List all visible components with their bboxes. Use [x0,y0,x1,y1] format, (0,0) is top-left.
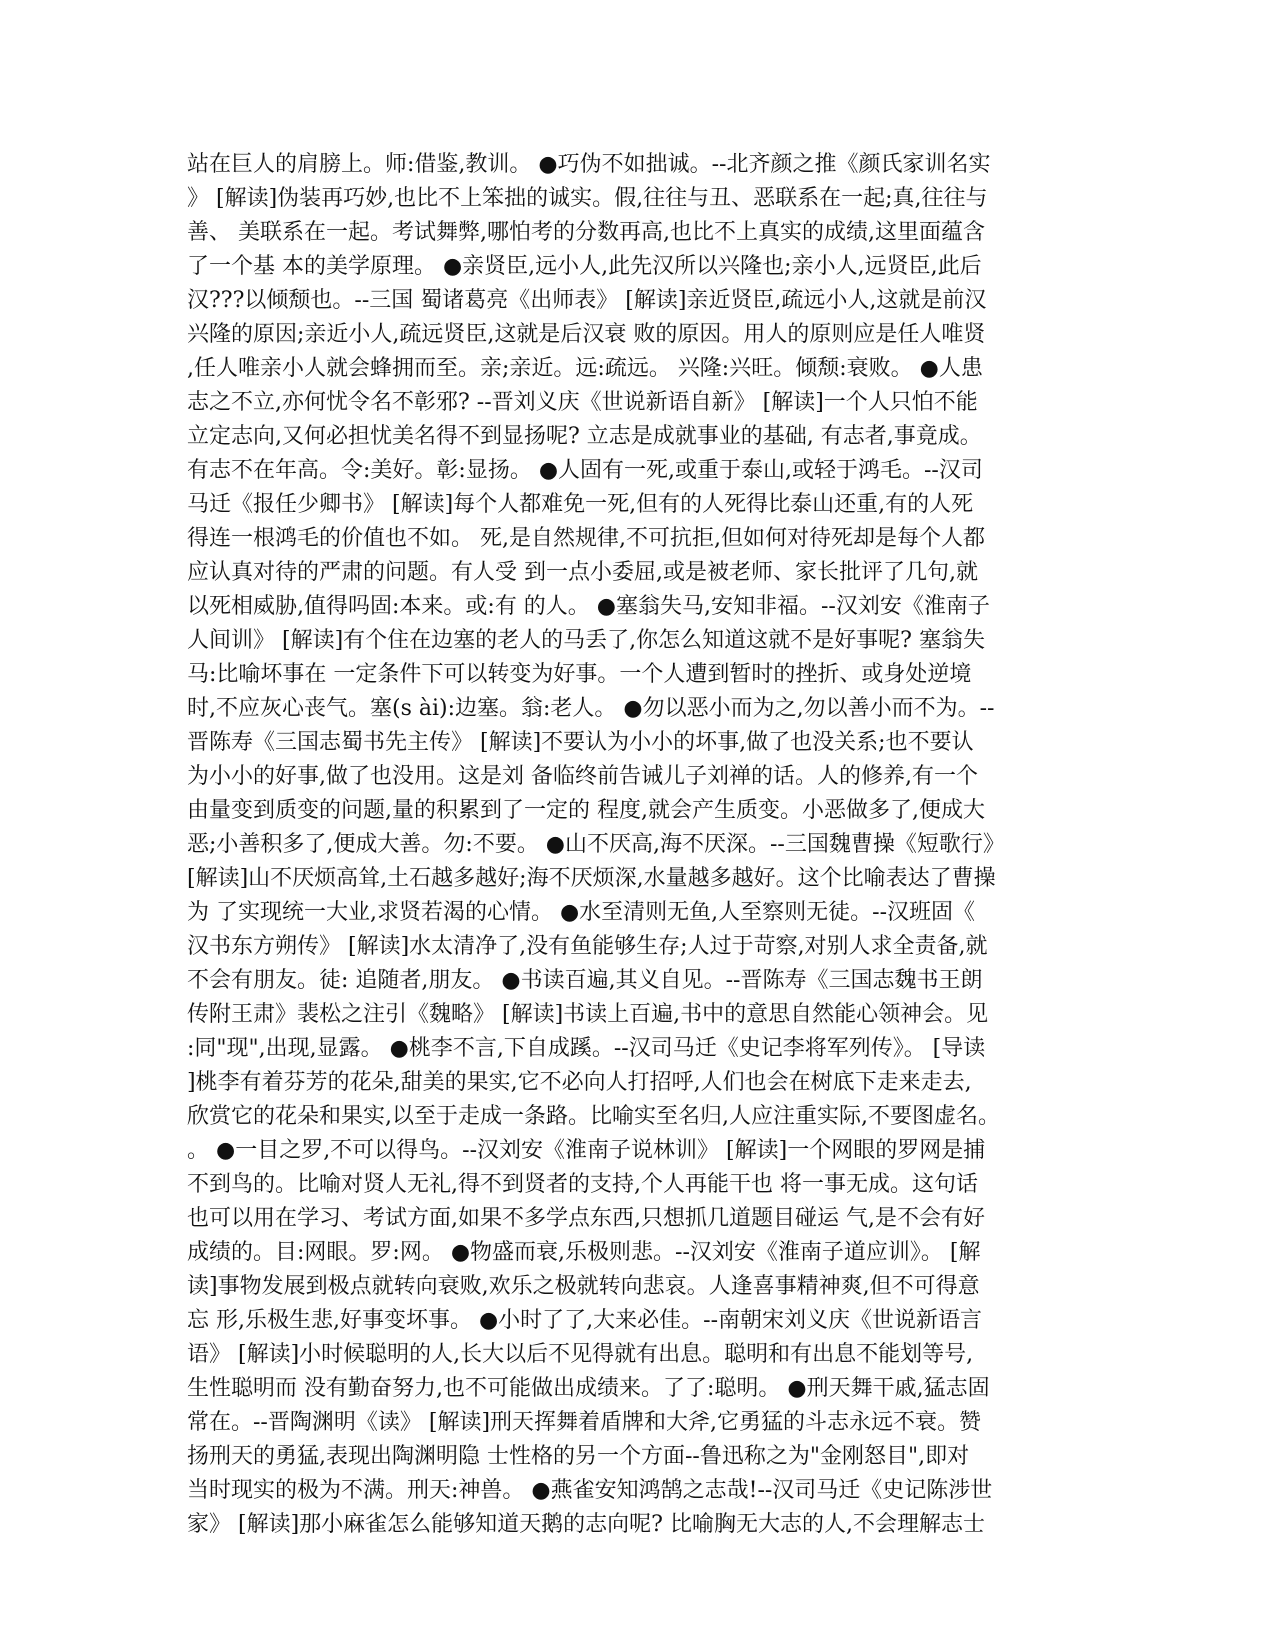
text-line: 为 了实现统一大业,求贤若渴的心情。 ●水至清则无鱼,人至察则无徒。--汉班固《 [187,900,976,925]
text-line: 应认真对待的严肃的问题。有人受 到一点小委屈,或是被老师、家长批评了几句,就 [187,560,978,585]
text-line: 了一个基 本的美学原理。 ●亲贤臣,远小人,此先汉所以兴隆也;亲小人,远贤臣,此后 [187,254,982,279]
text-line: 家》 [解读]那小麻雀怎么能够知道天鹅的志向呢? 比喻胸无大志的人,不会理解志士 [187,1512,985,1537]
text-line: 马迁《报任少卿书》 [解读]每个人都难免一死,但有的人死得比泰山还重,有的人死 [187,492,974,517]
text-line: 》 [解读]伪装再巧妙,也比不上笨拙的诚实。假,往往与丑、恶联系在一起;真,往往与 [187,186,988,211]
text-line: 晋陈寿《三国志蜀书先主传》 [解读]不要认为小小的坏事,做了也没关系;也不要认 [187,730,974,755]
text-line: 以死相威胁,值得吗固:本来。或:有 的人。 ●塞翁失马,安知非福。--汉刘安《淮南子 [187,594,990,619]
text-line: 马:比喻坏事在 一定条件下可以转变为好事。一个人遭到暂时的挫折、或身处逆境 [187,662,972,687]
text-line: 常在。--晋陶渊明《读》 [解读]刑天挥舞着盾牌和大斧,它勇猛的斗志永远不衰。赞 [187,1410,982,1435]
text-line: 不会有朋友。徒: 追随者,朋友。 ●书读百遍,其义自见。--晋陈寿《三国志魏书王朗 [187,968,983,993]
text-line: 立定志向,又何必担忧美名得不到显扬呢? 立志是成就事业的基础, 有志者,事竟成。 [187,424,982,449]
body-text [187,148,1087,1542]
text-line: 忘 形,乐极生悲,好事变坏事。 ●小时了了,大来必佳。--南朝宋刘义庆《世说新语言 [187,1308,983,1333]
text-line: 兴隆的原因;亲近小人,疏远贤臣,这就是后汉衰 败的原因。用人的原则应是任人唯贤 [187,322,986,347]
text-line: 善、 美联系在一起。考试舞弊,哪怕考的分数再高,也比不上真实的成绩,这里面蕴含 [187,220,985,245]
text-line: 时,不应灰心丧气。塞(s ài):边塞。翁:老人。 ●勿以恶小而为之,勿以善小而不为。-- [187,696,995,721]
text-line: 。 ●一目之罗,不可以得鸟。--汉刘安《淮南子说林训》 [解读]一个网眼的罗网是捕 [187,1138,986,1163]
text-line: 恶;小善积多了,便成大善。勿:不要。 ●山不厌高,海不厌深。--三国魏曹操《短歌行》 [187,832,1005,857]
text-line: 读]事物发展到极点就转向衰败,欢乐之极就转向悲哀。人逢喜事精神爽,但不可得意 [187,1274,980,1299]
text-line: 由量变到质变的问题,量的积累到了一定的 程度,就会产生质变。小恶做多了,便成大 [187,798,985,823]
text-line: 也可以用在学习、考试方面,如果不多学点东西,只想抓几道题目碰运 气,是不会有好 [187,1206,985,1231]
text-line: 汉???以倾颓也。--三国 蜀诸葛亮《出师表》 [解读]亲近贤臣,疏远小人,这就是前汉 [187,288,987,313]
text-line: 传附王肃》裴松之注引《魏略》 [解读]书读上百遍,书中的意思自然能心领神会。见 [187,1002,989,1027]
text-line: [解读]山不厌烦高耸,土石越多越好;海不厌烦深,水量越多越好。这个比喻表达了曹操 [187,866,996,891]
text-line: 有志不在年高。令:美好。彰:显扬。 ●人固有一死,或重于泰山,或轻于鸿毛。--汉司 [187,458,983,483]
text-line: 生性聪明而 没有勤奋努力,也不可能做出成绩来。了了:聪明。 ●刑天舞干戚,猛志固 [187,1376,990,1401]
text-line: 当时现实的极为不满。刑天:神兽。 ●燕雀安知鸿鹄之志哉!--汉司马迁《史记陈涉世 [187,1478,993,1503]
text-line: 扬刑天的勇猛,表现出陶渊明隐 士性格的另一个方面--鲁迅称之为"金刚怒目",即对 [187,1444,970,1469]
text-line: 为小小的好事,做了也没用。这是刘 备临终前告诫儿子刘禅的话。人的修养,有一个 [187,764,978,789]
text-line: 不到鸟的。比喻对贤人无礼,得不到贤者的支持,个人再能干也 将一事无成。这句话 [187,1172,978,1197]
text-line: 成绩的。目:网眼。罗:网。 ●物盛而衰,乐极则悲。--汉刘安《淮南子道应训》。 [解 [187,1240,981,1265]
text-line: 语》 [解读]小时候聪明的人,长大以后不见得就有出息。聪明和有出息不能划等号, [187,1342,974,1367]
text-line: 欣赏它的花朵和果实,以至于走成一条路。比喻实至名归,人应注重实际,不要图虚名。 [187,1104,1000,1129]
text-line: 得连一根鸿毛的价值也不如。 死,是自然规律,不可抗拒,但如何对待死却是每个人都 [187,526,985,551]
text-line: :同"现",出现,显露。 ●桃李不言,下自成蹊。--汉司马迁《史记李将军列传》。 [导读 [187,1036,986,1061]
text-line: ,任人唯亲小人就会蜂拥而至。亲;亲近。远:疏远。 兴隆:兴旺。倾颓:衰败。 ●人患 [187,356,983,381]
text-line: 站在巨人的肩膀上。师:借鉴,教训。 ●巧伪不如拙诚。--北齐颜之推《颜氏家训名实 [187,152,991,177]
text-line: 志之不立,亦何忧令名不彰邪? --晋刘义庆《世说新语自新》 [解读]一个人只怕不能 [187,390,978,415]
text-line: 人间训》 [解读]有个住在边塞的老人的马丢了,你怎么知道这就不是好事呢? 塞翁失 [187,628,985,653]
text-line: ]桃李有着芬芳的花朵,甜美的果实,它不必向人打招呼,人们也会在树底下走来走去, [187,1070,972,1095]
text-line: 汉书东方朔传》 [解读]水太清净了,没有鱼能够生存;人过于苛察,对别人求全责备,就 [187,934,988,959]
